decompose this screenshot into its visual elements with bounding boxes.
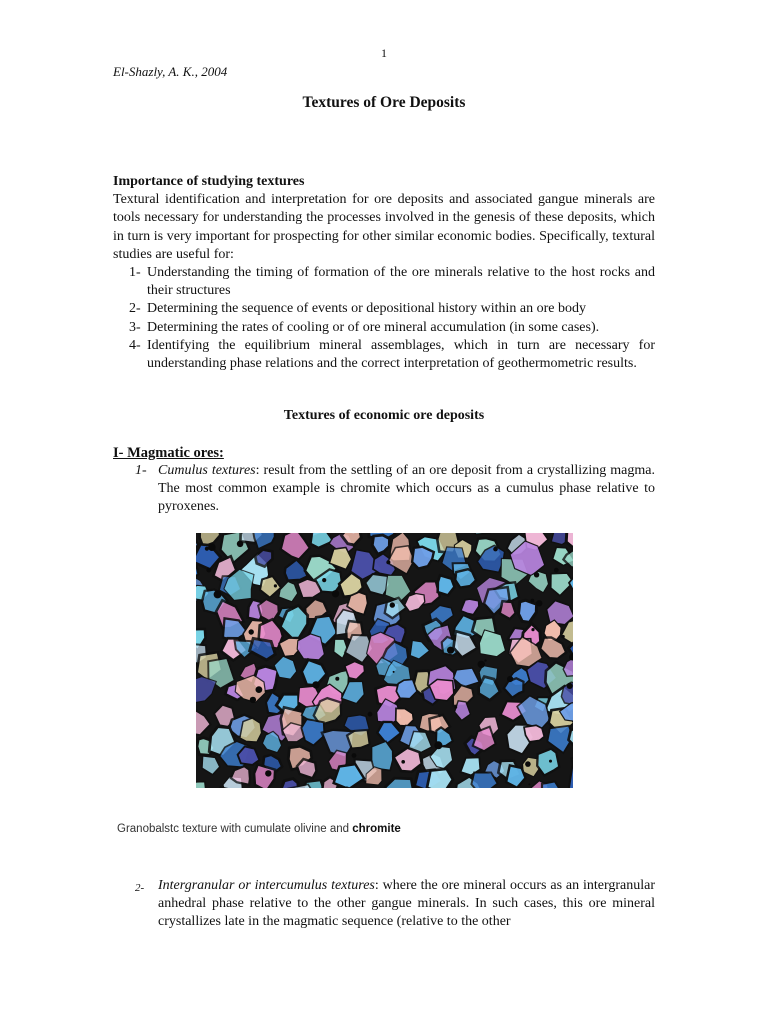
opaque-grain: [454, 706, 457, 709]
figure-caption: [117, 823, 401, 835]
micrograph-image: [196, 533, 573, 788]
list-item: [113, 337, 655, 373]
opaque-grain: [312, 681, 319, 688]
item-number: 2-: [135, 882, 145, 894]
opaque-grain: [228, 683, 231, 686]
list-item-number: 3-: [129, 319, 141, 335]
opaque-grain: [549, 760, 552, 763]
cumulus-item: [113, 462, 655, 517]
importance-paragraph: Textural identification and interpretation for ore deposits and associated gangue minerals are tools necessary for understanding the processes involved in the genesis of these deposits, which in turn is very important for prospecting for other similar economic bodies. Specifically, textural studies are useful for:: [113, 192, 655, 262]
opaque-grain: [274, 584, 277, 587]
opaque-grain: [567, 683, 573, 689]
opaque-grain: [554, 568, 559, 573]
list-item: [113, 300, 655, 318]
list-item: [113, 264, 655, 300]
page-number: 1: [381, 46, 387, 60]
opaque-grain: [265, 770, 271, 776]
importance-heading: Importance of studying textures: [113, 174, 305, 189]
importance-section: [113, 173, 655, 373]
mineral-grain: [254, 764, 275, 788]
opaque-grain: [534, 572, 539, 577]
opaque-grain: [322, 578, 326, 582]
opaque-grain: [368, 712, 373, 717]
item-body: [158, 877, 655, 932]
item-term: Cumulus textures: [158, 463, 256, 478]
opaque-grain: [525, 761, 531, 767]
list-item-text: Understanding the timing of formation of the ore minerals relative to the host rocks and their structures: [147, 265, 655, 299]
mineral-grain: [372, 741, 393, 770]
list-item-number: 4-: [129, 337, 141, 353]
economic-heading: Textures of economic ore deposits: [283, 408, 485, 423]
opaque-grain: [237, 541, 244, 548]
opaque-grain: [484, 659, 486, 661]
caption-bold-term: chromite: [352, 823, 401, 835]
item-body: [158, 462, 655, 517]
opaque-grain: [206, 568, 211, 573]
header-citation: El-Shazly, A. K., 2004: [113, 64, 228, 79]
intergranular-item: [113, 877, 655, 932]
opaque-grain: [386, 560, 390, 564]
opaque-grain: [493, 547, 498, 552]
mineral-grain: [427, 769, 453, 788]
mineral-grain: [240, 718, 262, 742]
opaque-grain: [278, 697, 280, 699]
magmatic-heading: I- Magmatic ores:: [113, 445, 224, 461]
opaque-grain: [335, 677, 339, 681]
opaque-grain: [401, 760, 405, 764]
opaque-grain: [531, 628, 534, 631]
opaque-grain: [561, 635, 564, 638]
document-title: Textures of Ore Deposits: [302, 94, 466, 111]
list-item-number: 2-: [129, 301, 141, 317]
mineral-grain: [347, 730, 370, 749]
caption-text: Granobalstc texture with cumulate olivine and: [117, 823, 353, 835]
opaque-grain: [249, 629, 254, 634]
importance-list: [113, 264, 655, 373]
list-item-text: Determining the rates of cooling or of ore mineral accumulation (in some cases).: [147, 319, 600, 335]
mineral-grain: [297, 759, 317, 778]
opaque-grain: [447, 647, 454, 654]
thin-section-photo: [196, 533, 573, 788]
opaque-grain: [434, 741, 442, 749]
item-term: Intergranular or intercumulus textures: [158, 878, 375, 893]
item-number: 1-: [135, 463, 147, 478]
item-text: : result from the settling of an ore deposit from a crystallizing magma. The most common example is chromite which occurs as a cumulus phase relative to pyroxenes.: [158, 463, 656, 515]
opaque-grain: [507, 676, 513, 682]
opaque-grain: [352, 753, 357, 758]
list-item: [113, 319, 655, 337]
opaque-grain: [214, 590, 222, 598]
opaque-grain: [208, 543, 216, 551]
opaque-grain: [536, 600, 542, 606]
opaque-grain: [531, 599, 535, 603]
opaque-grain: [390, 602, 395, 607]
mineral-grain: [196, 782, 206, 789]
mineral-grain: [524, 725, 544, 742]
list-item-text: Identifying the equilibrium mineral assemblages, which in turn are necessary for understanding phase relations and the correct interpretation of geothermometric results.: [147, 337, 655, 372]
opaque-grain: [393, 671, 395, 673]
opaque-grain: [528, 783, 530, 785]
opaque-grain: [250, 697, 256, 703]
opaque-grain: [332, 590, 339, 597]
item-text: : where the ore mineral occurs as an intergranular anhedral phase relative to the other gangue minerals. In such cases, this ore mineral crystallizes late in the magmatic sequence (relative to the other: [158, 878, 655, 930]
opaque-grain: [478, 661, 485, 668]
list-item-number: 1-: [129, 265, 141, 281]
list-item-text: Determining the sequence of events or depositional history within an ore body: [147, 301, 586, 317]
mineral-grain: [455, 569, 476, 587]
opaque-grain: [256, 686, 263, 693]
